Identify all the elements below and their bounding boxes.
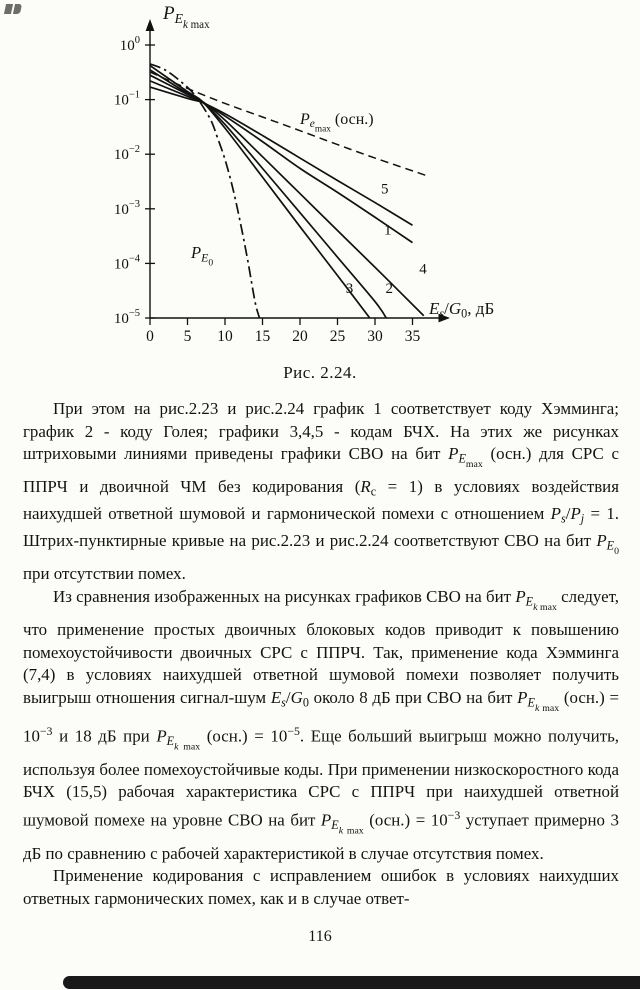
svg-text:100: $10^0$ bbox=[119, 35, 140, 54]
paragraph-2: Из сравнения изображенных на рисунках графиков СВО на бит $P_{Ek}$ $_{max}$ следует, что применение простых двоичных блоковых кодов приводит к повышению помехоустойчивости двоичных СРС с ППРЧ. Так, применение кода Хэмминга (7,4) в условиях наихудшей ответной шумовой помехи позволяет получить выигрыш отношения сигнал-шум $E_s/G_0$ около 8 дБ при СВО на бит $P_{Ek}$ $_{max}$ $(осн.) = 10^{-3}$ и 18 дБ при $P_{Ek}$ $_{max}$ $(осн.) = 10^{-5}$. Еще больший выигрыш можно получить, используя более помехоустойчивые коды. При применении низкоскоростного кода БЧХ (15,5) рабочая характеристика СРС с ППРЧ при наихудшей ответной шумовой помехе на уровне СВО на бит $P_{Ek}$ $_{max}$ $(осн.) = 10^{-3}$ уступает примерно 3 дБ по сравнению с рабочей характеристикой в случае отсутствия помех. bbox=[23, 586, 619, 863]
svg-text:10−1: $10^{-1}$ bbox=[113, 89, 140, 109]
svg-text:3: 3 bbox=[345, 280, 354, 297]
svg-text:5: 5 bbox=[381, 181, 389, 198]
svg-text:10−4: $10^{-4}$ bbox=[113, 253, 140, 273]
chart-x-axis-title: $E_s/G_0$, дБ bbox=[429, 299, 495, 321]
svg-text:35: 35 bbox=[404, 328, 421, 345]
svg-text:10: 10 bbox=[217, 328, 233, 345]
svg-text:1: 1 bbox=[384, 222, 392, 239]
svg-text:10−2: $10^{-2}$ bbox=[113, 144, 140, 164]
chart-plot bbox=[0, 0, 640, 358]
dashdot-curve-label: $P_{E0}$ bbox=[191, 243, 214, 269]
svg-text:15: 15 bbox=[254, 328, 271, 345]
chart-y-axis-title: $P_{Ek}$ $_{max}$ bbox=[163, 3, 210, 31]
svg-text:4: 4 bbox=[419, 261, 427, 278]
svg-text:25: 25 bbox=[329, 328, 346, 345]
body-text bbox=[0, 392, 640, 910]
page-number: 116 bbox=[308, 928, 332, 945]
svg-text:2: 2 bbox=[385, 280, 393, 297]
scan-edge-bar bbox=[63, 976, 640, 989]
svg-text:10−5: $10^{-5}$ bbox=[113, 308, 140, 327]
svg-text:30: 30 bbox=[367, 328, 383, 345]
paragraph-3: Применение кодирования с исправлением ошибок в условиях наихудших ответных гармонических помех, как и в случае ответ- bbox=[23, 866, 619, 908]
svg-text:10−3: $10^{-3}$ bbox=[113, 198, 140, 218]
paragraph-1: При этом на рис.2.23 и рис.2.24 график 1 соответствует коду Хэмминга; график 2 - коду Голея; графики 3,4,5 - кодам БЧХ. На этих же рисунках штриховыми линиями приведены графики СВО на бит $P_{Emax}$ (осн.) для СРС с ППРЧ и двоичной ЧМ без кодирования $(R_с = 1)$ в условиях воздействия наихудшей ответной шумовой и гармонической помехи с отношением $P_s/P_j = 1$. Штрих-пунктирные кривые на рис.2.23 и рис.2.24 соответствуют СВО на бит $P_{E0}$ при отсутствии помех. bbox=[23, 399, 620, 584]
svg-text:20: 20 bbox=[292, 328, 308, 345]
svg-text:0: 0 bbox=[146, 328, 154, 345]
svg-text:5: 5 bbox=[183, 328, 192, 345]
figure-caption: Рис. 2.24. bbox=[283, 363, 357, 382]
dashed-curve-label: $P_{emax}$ (осн.) bbox=[300, 111, 374, 135]
figure-2-24 bbox=[0, 0, 640, 392]
